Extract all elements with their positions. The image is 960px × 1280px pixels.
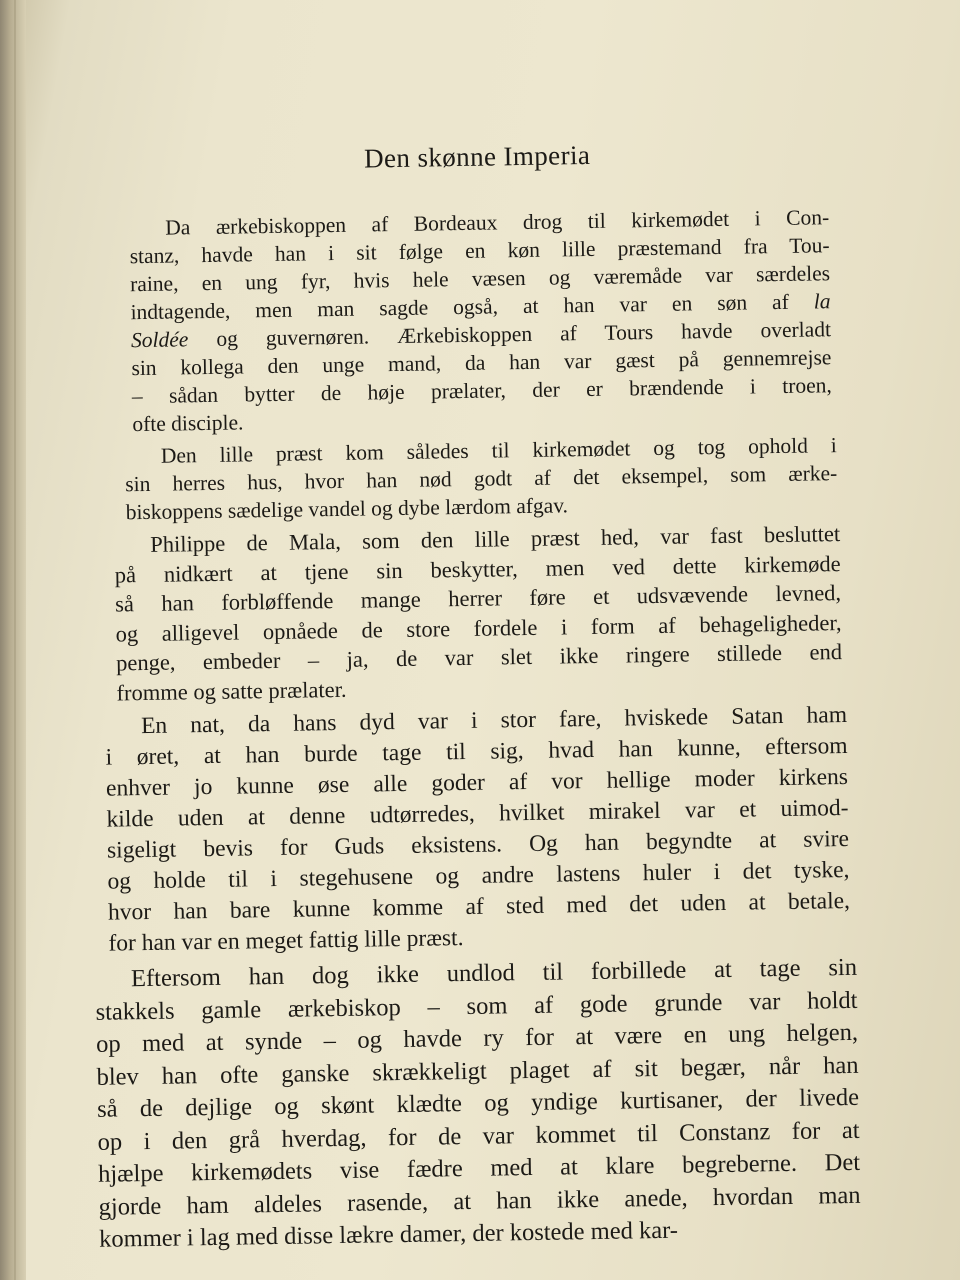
chapter-title: Den skønne Imperia [363,139,591,174]
paragraph-5 [95,952,862,1256]
paragraph-1 [129,203,832,438]
text-line: sin herres hus, hvor han nød godt af det eksempel, som ærke- [125,461,838,497]
text-line: så han forbløffende mange herrer føre et udsvævende levned, [114,580,842,617]
text-line: og alligevel opnåede de store fordele i form af behageligheder, [115,609,842,646]
text-line: fromme og satte prælater. [116,676,347,705]
text-line: kilde uden at denne udtørredes, hvilket mirakel var et uimod- [106,794,849,833]
text-line: på nidkært at tjene sin beskytter, men ved dette kirkemøde [114,550,841,587]
paragraph-4 [105,700,851,960]
page-content [78,136,861,1260]
text-line: op med at synde – og havde ry for at være en ung helgen, [95,1018,859,1058]
text-line: op i den grå hverdag, for de var kommet til Constanz for at [97,1116,860,1156]
text-line: sin kollega den unge mand, da han var gæst på gennemrejse [131,345,832,381]
text-line: Den lille præst kom således til kirkemødet og tog ophold i [160,433,837,468]
paragraph-2 [125,431,838,526]
text-line: i øret, at han burde tage til sig, hvad han kunne, eftersom [105,732,848,771]
text-line: Philippe de Mala, som den lille præst hed, var fast besluttet [150,521,841,557]
text-line: og holde til i stegehusene og andre lastens huler i det tyske, [107,856,850,895]
text-line: raine, en ung fyr, hvis hele væsen og væremåde var særdeles [129,261,831,297]
book-gutter [0,0,26,1280]
text-line: En nat, da hans dyd var i stor fare, hviskede Satan ham [140,701,848,740]
text-line: stanz, havde han i sit følge en køn lille præstemand fra Tou- [129,233,830,269]
text-line: penge, embeder – ja, de var slet ikke ringere stillede end [115,639,843,676]
text-line: stakkels gamle ærkebiskop – som af gode grunde var holdt [95,986,858,1026]
text-line: kommer i lag med disse lækre damer, der kostede med kar- [98,1216,679,1253]
text-line: sigeligt bevis for Guds eksistens. Og han begyndte at svire [106,825,850,864]
text-line: gjorde ham aldeles rasende, at han ikke anede, hvordan man [98,1181,861,1221]
paragraph-3 [114,519,843,707]
text-line: hvor han bare kunne komme af sted med det uden at betale, [107,887,851,926]
text-line: – sådan bytter de høje prælater, der er brændende i troen, [131,373,833,409]
text-line: for han var en meget fattig lille præst. [108,925,464,957]
text-line: biskoppens sædelige vandel og dybe lærdom afgav. [125,493,569,525]
body-text [79,203,861,1256]
text-line: blev han ofte ganske skrækkeligt plaget af sit begær, når han [96,1051,859,1091]
text-line: Da ærkebiskoppen af Bordeaux drog til kirkemødet i Con- [165,205,830,240]
text-line: enhver jo kunne øse alle goder af vor hellige moder kirkens [105,763,849,802]
text-line: ofte disciple. [132,410,244,437]
text-line: indtagende, men man sagde også, at han var en søn af la [130,289,831,325]
text-line: Soldée og guvernøren. Ærkebiskoppen af Tours havde overladt [130,317,832,353]
gutter-crease [14,0,16,1280]
text-line: Eftersom han dog ikke undlod til forbillede at tage sin [130,953,858,993]
text-line: så de dejlige og skønt klædte og yndige kurtisaner, der livede [96,1083,860,1123]
text-line: hjælpe kirkemødets vise fædre med at klare begreberne. Det [97,1148,861,1188]
